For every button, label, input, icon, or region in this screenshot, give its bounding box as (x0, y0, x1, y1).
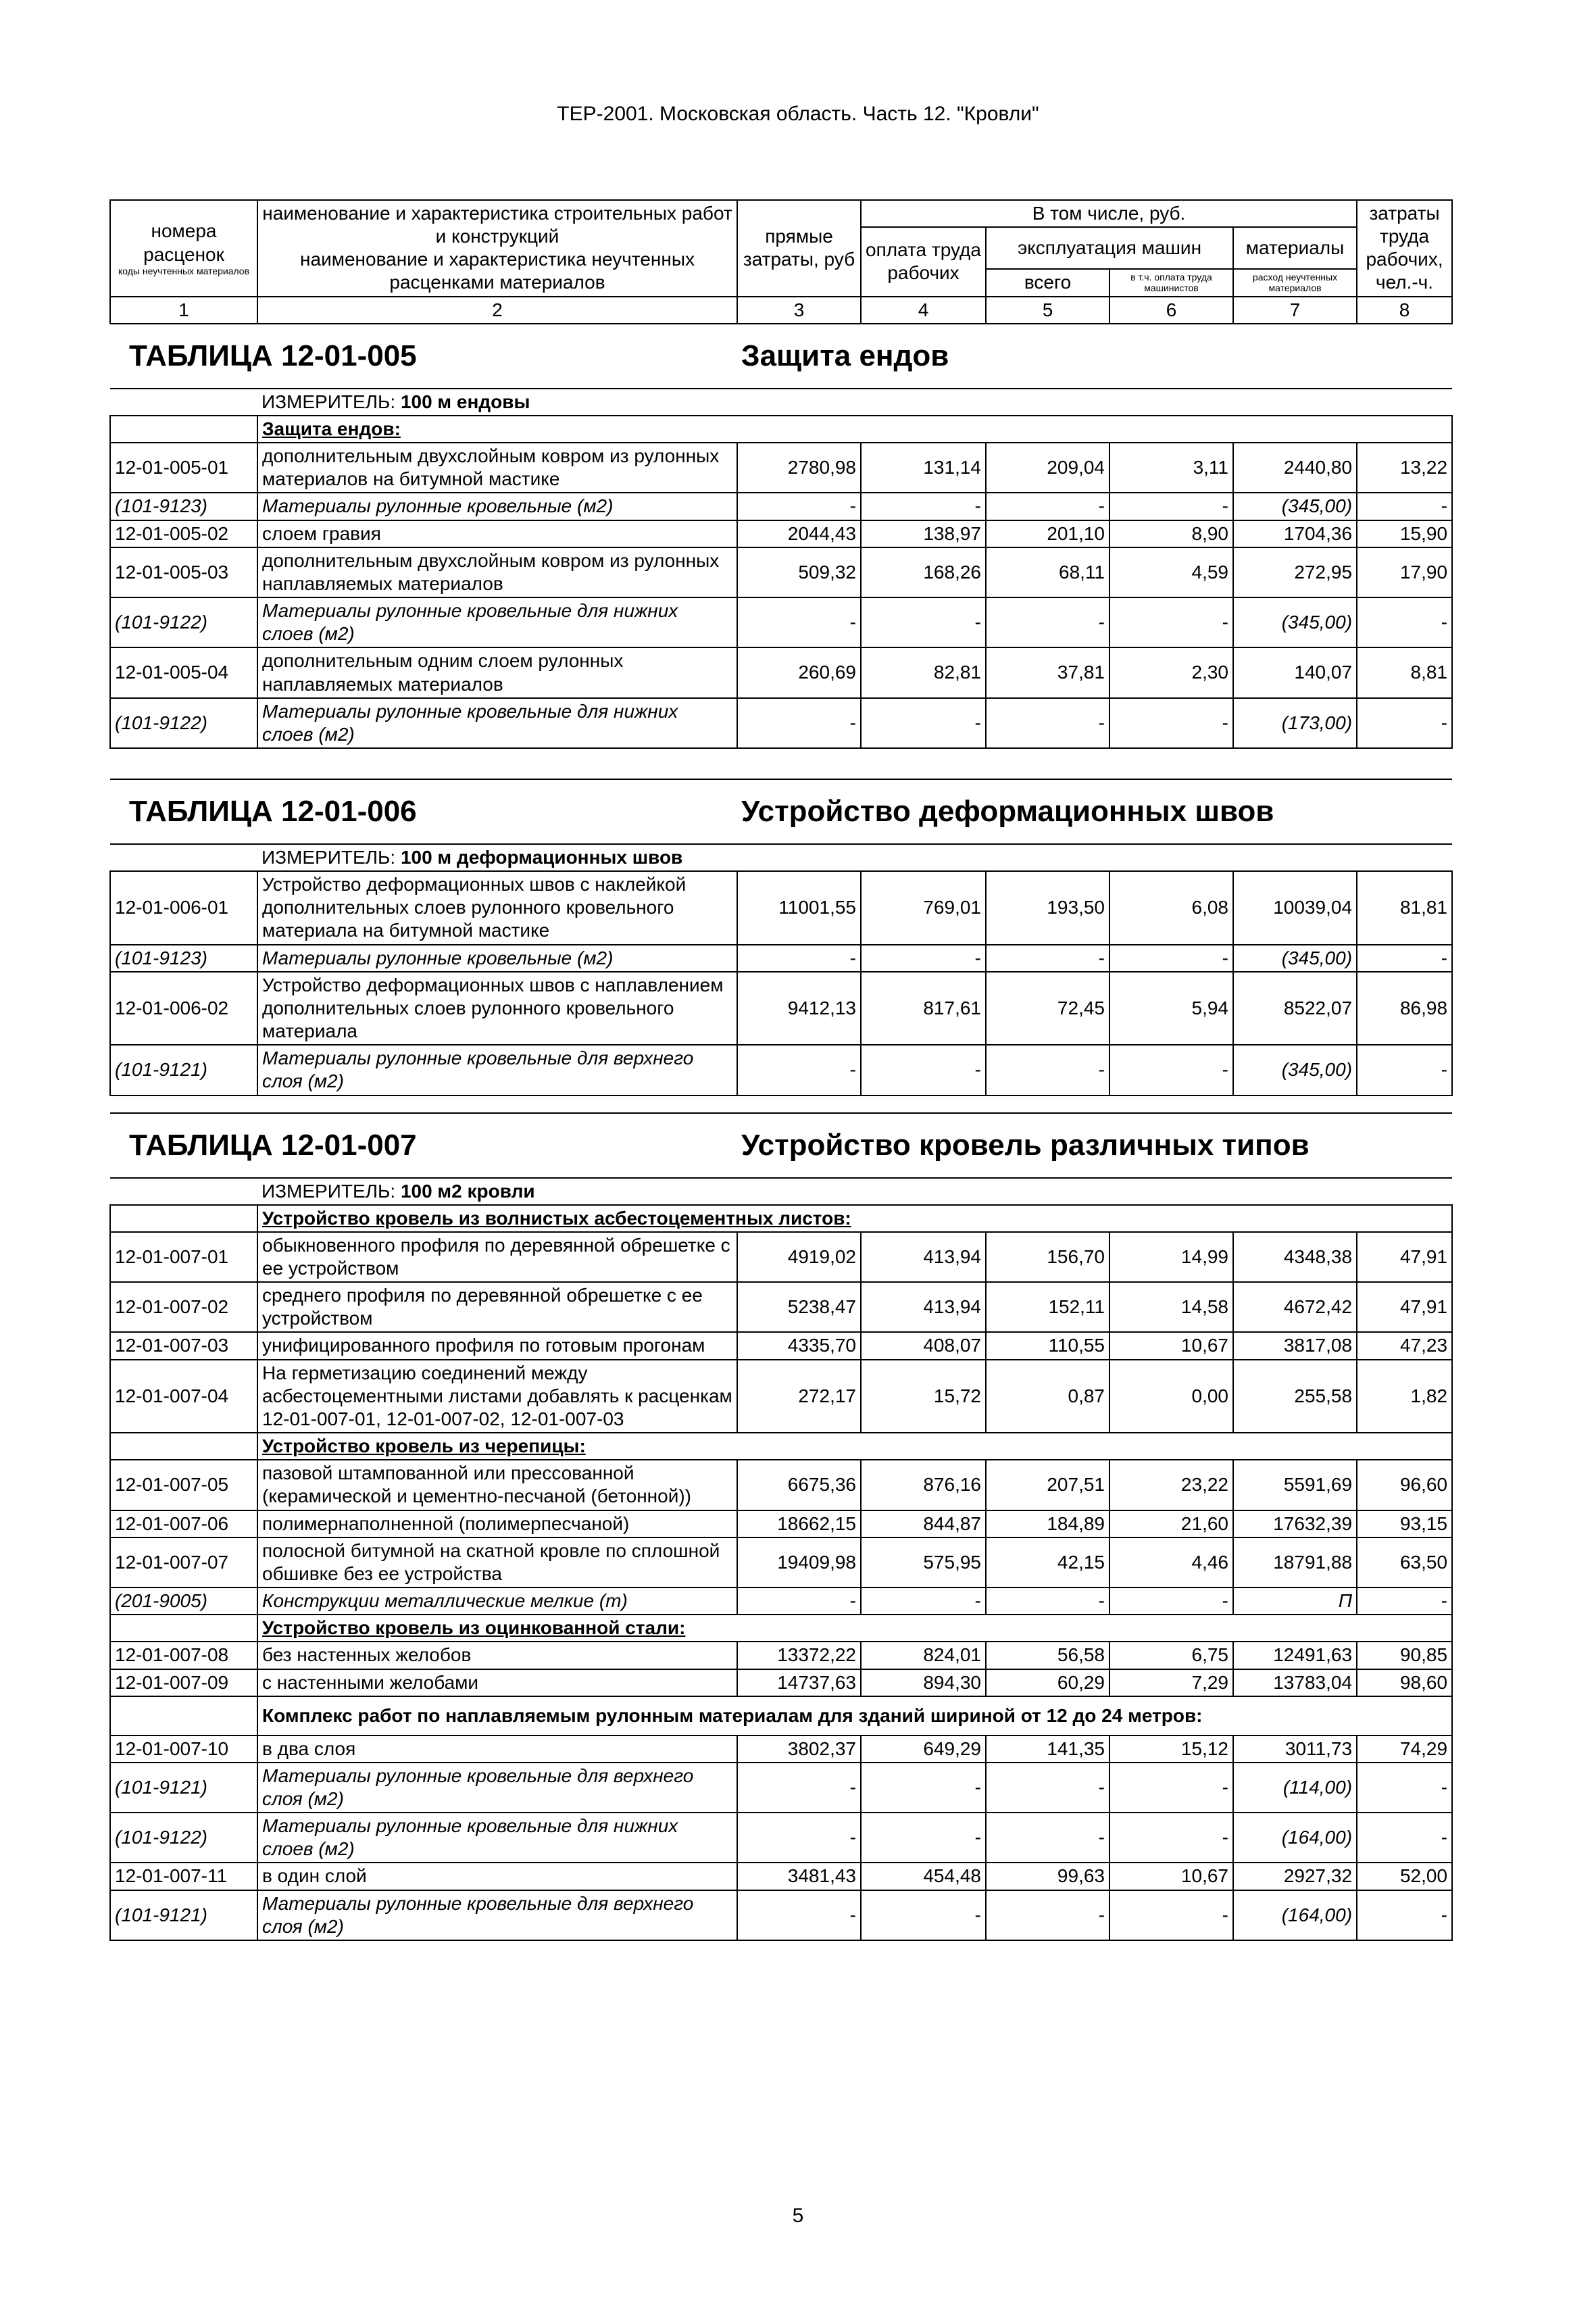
table-row (110, 1332, 1452, 1359)
row-value-c4: - (861, 493, 986, 520)
table-row (110, 493, 1452, 520)
table-row (110, 1813, 1452, 1863)
row-value-c4: 168,26 (861, 547, 986, 597)
row-code: (101-9121) (110, 1890, 257, 1940)
row-value-c8: 47,23 (1357, 1332, 1452, 1359)
row-code: 12-01-007-09 (110, 1669, 257, 1696)
row-value-c4: - (861, 1587, 986, 1615)
row-value-c3: 13372,22 (737, 1642, 861, 1669)
row-value-c3: 3481,43 (737, 1863, 861, 1890)
table-row (110, 520, 1452, 547)
row-code: 12-01-005-01 (110, 443, 257, 493)
row-value-c3: 272,17 (737, 1360, 861, 1433)
row-value-c7: 18791,88 (1233, 1537, 1357, 1587)
row-value-c7: (164,00) (1233, 1813, 1357, 1863)
col-number: 5 (986, 297, 1109, 324)
table-row (110, 1890, 1452, 1940)
row-value-c4: 138,97 (861, 520, 986, 547)
row-value-c3: 509,32 (737, 547, 861, 597)
row-value-c5: 110,55 (986, 1332, 1109, 1359)
row-value-c7: 3817,08 (1233, 1332, 1357, 1359)
row-value-c7: 10039,04 (1233, 871, 1357, 944)
measure: ИЗМЕРИТЕЛЬ: 100 м деформационных швов (257, 844, 1452, 871)
row-value-c4: - (861, 1763, 986, 1813)
table-row (110, 871, 1452, 944)
row-value-c5: 201,10 (986, 520, 1109, 547)
row-name: Материалы рулонные кровельные для верхнего слоя (м2) (257, 1890, 737, 1940)
row-value-c4: - (861, 698, 986, 748)
row-code: 12-01-007-05 (110, 1460, 257, 1510)
row-value-c6: 8,90 (1109, 520, 1233, 547)
row-name: Конструкции металлические мелкие (т) (257, 1587, 737, 1615)
row-value-c5: 68,11 (986, 547, 1109, 597)
group-heading: Защита ендов: (257, 416, 1452, 443)
row-value-c6: - (1109, 698, 1233, 748)
row-value-c6: 5,94 (1109, 972, 1233, 1045)
row-code: 12-01-007-04 (110, 1360, 257, 1433)
row-value-c5: 193,50 (986, 871, 1109, 944)
row-code: (101-9123) (110, 945, 257, 972)
header-labor: затраты труда рабочих, чел.-ч. (1357, 200, 1452, 297)
row-value-c8: - (1357, 698, 1452, 748)
row-code: 12-01-006-01 (110, 871, 257, 944)
group-heading: Устройство кровель из черепицы: (257, 1433, 1452, 1460)
row-code: 12-01-007-03 (110, 1332, 257, 1359)
row-value-c3: 2780,98 (737, 443, 861, 493)
table-row (110, 1045, 1452, 1095)
header-machines: эксплуатация машин (986, 227, 1233, 269)
row-value-c8: 81,81 (1357, 871, 1452, 944)
row-value-c3: 11001,55 (737, 871, 861, 944)
row-value-c7: 1704,36 (1233, 520, 1357, 547)
row-value-c4: 769,01 (861, 871, 986, 944)
row-value-c7: 17632,39 (1233, 1510, 1357, 1537)
row-value-c8: 90,85 (1357, 1642, 1452, 1669)
row-value-c8: 47,91 (1357, 1282, 1452, 1332)
row-value-c8: 1,82 (1357, 1360, 1452, 1433)
table-row (110, 1763, 1452, 1813)
col-number: 6 (1109, 297, 1233, 324)
table-row (110, 1863, 1452, 1890)
row-value-c4: 454,48 (861, 1863, 986, 1890)
row-value-c7: 3011,73 (1233, 1736, 1357, 1763)
complex-heading: Комплекс работ по наплавляемым рулонным материалам для зданий шириной от 12 до 24 метров: (257, 1696, 1452, 1736)
row-value-c7: 2440,80 (1233, 443, 1357, 493)
row-value-c8: - (1357, 1587, 1452, 1615)
row-code: 12-01-007-08 (110, 1642, 257, 1669)
row-value-c7: 140,07 (1233, 647, 1357, 697)
row-code: 12-01-005-02 (110, 520, 257, 547)
row-value-c6: 10,67 (1109, 1332, 1233, 1359)
row-value-c5: - (986, 698, 1109, 748)
row-value-c3: 3802,37 (737, 1736, 861, 1763)
row-name: Материалы рулонные кровельные для нижних слоев (м2) (257, 597, 737, 647)
row-name: дополнительным двухслойным ковром из рулонных материалов на битумной мастике (257, 443, 737, 493)
row-code: 12-01-007-10 (110, 1736, 257, 1763)
row-value-c6: 4,59 (1109, 547, 1233, 597)
col-number: 2 (257, 297, 737, 324)
row-value-c4: 575,95 (861, 1537, 986, 1587)
measure: ИЗМЕРИТЕЛЬ: 100 м ендовы (257, 389, 1452, 416)
table-subject: Защита ендов (737, 324, 1452, 389)
row-value-c6: - (1109, 597, 1233, 647)
row-value-c3: 14737,63 (737, 1669, 861, 1696)
row-name: Материалы рулонные кровельные для нижних слоев (м2) (257, 1813, 737, 1863)
table-row (110, 443, 1452, 493)
row-name: Материалы рулонные кровельные (м2) (257, 493, 737, 520)
header-materials: материалы (1233, 227, 1357, 269)
row-value-c3: 260,69 (737, 647, 861, 697)
table-title: ТАБЛИЦА 12-01-007 (110, 1113, 737, 1178)
row-value-c3: - (737, 698, 861, 748)
row-value-c3: 4335,70 (737, 1332, 861, 1359)
table-row (110, 597, 1452, 647)
row-name: Материалы рулонные кровельные (м2) (257, 945, 737, 972)
table-row (110, 698, 1452, 748)
header-col1: номера расценок коды неучтенных материалов (110, 200, 257, 297)
table-title: ТАБЛИЦА 12-01-005 (110, 324, 737, 389)
col-number: 7 (1233, 297, 1357, 324)
row-value-c8: - (1357, 1813, 1452, 1863)
row-name: без настенных желобов (257, 1642, 737, 1669)
row-value-c6: - (1109, 1813, 1233, 1863)
row-value-c8: - (1357, 1890, 1452, 1940)
row-value-c4: 413,94 (861, 1232, 986, 1282)
row-code: (101-9122) (110, 597, 257, 647)
row-value-c5: 37,81 (986, 647, 1109, 697)
row-value-c3: - (737, 493, 861, 520)
row-value-c5: 0,87 (986, 1360, 1109, 1433)
table-row (110, 1232, 1452, 1282)
row-value-c6: 6,08 (1109, 871, 1233, 944)
header-materials-sub: расход неучтенных материалов (1233, 269, 1357, 296)
row-value-c7: (114,00) (1233, 1763, 1357, 1813)
table-row (110, 1510, 1452, 1537)
row-name: с настенными желобами (257, 1669, 737, 1696)
row-value-c5: - (986, 493, 1109, 520)
row-value-c7: 255,58 (1233, 1360, 1357, 1433)
row-value-c7: (173,00) (1233, 698, 1357, 748)
row-value-c3: 9412,13 (737, 972, 861, 1045)
table-row (110, 1642, 1452, 1669)
row-value-c4: 824,01 (861, 1642, 986, 1669)
group-heading: Устройство кровель из оцинкованной стали: (257, 1615, 1452, 1642)
row-value-c5: - (986, 1045, 1109, 1095)
row-value-c6: 7,29 (1109, 1669, 1233, 1696)
row-value-c3: - (737, 1813, 861, 1863)
row-value-c7: 2927,32 (1233, 1863, 1357, 1890)
row-code: (101-9121) (110, 1763, 257, 1813)
row-value-c4: - (861, 1045, 986, 1095)
row-value-c5: 152,11 (986, 1282, 1109, 1332)
row-name: Устройство деформационных швов с наклейкой дополнительных слоев рулонного кровельного материала на битумной мастике (257, 871, 737, 944)
row-value-c8: 98,60 (1357, 1669, 1452, 1696)
row-value-c4: 894,30 (861, 1669, 986, 1696)
header-col2: наименование и характеристика строительных работ и конструкций наименование и характеристика неучтенных расценками материалов (257, 200, 737, 297)
row-value-c8: 52,00 (1357, 1863, 1452, 1890)
row-value-c8: - (1357, 1045, 1452, 1095)
col-number: 1 (110, 297, 257, 324)
row-value-c6: 14,99 (1109, 1232, 1233, 1282)
row-value-c8: 74,29 (1357, 1736, 1452, 1763)
row-value-c5: 42,15 (986, 1537, 1109, 1587)
row-value-c7: 8522,07 (1233, 972, 1357, 1045)
table-row (110, 647, 1452, 697)
row-value-c6: 10,67 (1109, 1863, 1233, 1890)
row-value-c6: 2,30 (1109, 647, 1233, 697)
row-value-c7: (164,00) (1233, 1890, 1357, 1940)
row-code: (101-9121) (110, 1045, 257, 1095)
row-name: На герметизацию соединений между асбестоцементными листами добавлять к расценкам 12-01-007-01, 12-01-007-02, 12-01-007-03 (257, 1360, 737, 1433)
table-row (110, 1587, 1452, 1615)
row-value-c8: 86,98 (1357, 972, 1452, 1045)
row-value-c4: 408,07 (861, 1332, 986, 1359)
row-value-c8: 93,15 (1357, 1510, 1452, 1537)
row-code: (201-9005) (110, 1587, 257, 1615)
row-value-c7: (345,00) (1233, 945, 1357, 972)
row-code: (101-9122) (110, 698, 257, 748)
row-value-c8: 96,60 (1357, 1460, 1452, 1510)
table-title: ТАБЛИЦА 12-01-006 (110, 779, 737, 844)
row-value-c6: 23,22 (1109, 1460, 1233, 1510)
row-value-c5: 99,63 (986, 1863, 1109, 1890)
row-name: слоем гравия (257, 520, 737, 547)
table-row (110, 1282, 1452, 1332)
col-number: 8 (1357, 297, 1452, 324)
row-name: пазовой штампованной или прессованной (керамической и цементно-песчаной (бетонной)) (257, 1460, 737, 1510)
row-value-c6: 6,75 (1109, 1642, 1233, 1669)
row-value-c5: 207,51 (986, 1460, 1109, 1510)
row-value-c8: - (1357, 597, 1452, 647)
row-value-c5: - (986, 1763, 1109, 1813)
row-value-c6: 4,46 (1109, 1537, 1233, 1587)
row-value-c5: 184,89 (986, 1510, 1109, 1537)
row-value-c4: 844,87 (861, 1510, 986, 1537)
row-name: дополнительным двухслойным ковром из рулонных наплавляемых материалов (257, 547, 737, 597)
row-value-c5: - (986, 1813, 1109, 1863)
row-name: Материалы рулонные кровельные для верхнего слоя (м2) (257, 1763, 737, 1813)
row-code: 12-01-007-06 (110, 1510, 257, 1537)
row-code: 12-01-006-02 (110, 972, 257, 1045)
row-name: Материалы рулонные кровельные для нижних слоев (м2) (257, 698, 737, 748)
page-number: 5 (792, 2205, 804, 2227)
row-value-c6: 21,60 (1109, 1510, 1233, 1537)
row-value-c7: 12491,63 (1233, 1642, 1357, 1669)
row-name: в один слой (257, 1863, 737, 1890)
row-value-c5: 141,35 (986, 1736, 1109, 1763)
row-value-c7: 4672,42 (1233, 1282, 1357, 1332)
row-value-c7: 5591,69 (1233, 1460, 1357, 1510)
table-row (110, 945, 1452, 972)
row-value-c3: 5238,47 (737, 1282, 861, 1332)
row-value-c5: - (986, 945, 1109, 972)
row-value-c4: 413,94 (861, 1282, 986, 1332)
row-value-c8: 15,90 (1357, 520, 1452, 547)
row-value-c4: - (861, 1813, 986, 1863)
row-value-c3: - (737, 945, 861, 972)
row-value-c3: - (737, 1045, 861, 1095)
row-value-c4: 15,72 (861, 1360, 986, 1433)
row-value-c6: - (1109, 1890, 1233, 1940)
row-value-c5: - (986, 1587, 1109, 1615)
row-name: Устройство деформационных швов с наплавлением дополнительных слоев рулонного кровельного материала (257, 972, 737, 1045)
row-value-c5: 156,70 (986, 1232, 1109, 1282)
table-row (110, 1537, 1452, 1587)
row-value-c7: 272,95 (1233, 547, 1357, 597)
row-code: 12-01-007-01 (110, 1232, 257, 1282)
measure: ИЗМЕРИТЕЛЬ: 100 м2 кровли (257, 1178, 1452, 1205)
row-value-c3: 19409,98 (737, 1537, 861, 1587)
row-value-c7: (345,00) (1233, 597, 1357, 647)
row-value-c4: 649,29 (861, 1736, 986, 1763)
row-code: 12-01-007-11 (110, 1863, 257, 1890)
row-code: 12-01-007-07 (110, 1537, 257, 1587)
row-value-c4: 817,61 (861, 972, 986, 1045)
row-value-c7: П (1233, 1587, 1357, 1615)
row-value-c8: - (1357, 493, 1452, 520)
row-value-c3: - (737, 1587, 861, 1615)
row-name: полимернаполненной (полимерпесчаной) (257, 1510, 737, 1537)
row-value-c5: 56,58 (986, 1642, 1109, 1669)
row-value-c5: - (986, 1890, 1109, 1940)
col-number: 3 (737, 297, 861, 324)
header-machines-total: всего (986, 269, 1109, 296)
row-value-c3: - (737, 597, 861, 647)
row-value-c4: 82,81 (861, 647, 986, 697)
table-row (110, 547, 1452, 597)
rates-table (109, 199, 1453, 1941)
row-value-c6: 14,58 (1109, 1282, 1233, 1332)
row-value-c6: - (1109, 1045, 1233, 1095)
row-value-c4: - (861, 1890, 986, 1940)
row-value-c7: (345,00) (1233, 493, 1357, 520)
row-value-c6: 0,00 (1109, 1360, 1233, 1433)
header-pay: оплата труда рабочих (861, 227, 986, 296)
table-row (110, 1360, 1452, 1433)
row-value-c3: 18662,15 (737, 1510, 861, 1537)
table-row (110, 972, 1452, 1045)
row-value-c8: - (1357, 1763, 1452, 1813)
row-code: 12-01-005-03 (110, 547, 257, 597)
row-value-c8: 47,91 (1357, 1232, 1452, 1282)
group-heading: Устройство кровель из волнистых асбестоцементных листов: (257, 1205, 1452, 1232)
row-value-c8: 17,90 (1357, 547, 1452, 597)
row-name: среднего профиля по деревянной обрешетке с ее устройством (257, 1282, 737, 1332)
row-value-c6: - (1109, 493, 1233, 520)
row-value-c7: 4348,38 (1233, 1232, 1357, 1282)
table-row (110, 1460, 1452, 1510)
row-value-c3: - (737, 1890, 861, 1940)
row-code: 12-01-005-04 (110, 647, 257, 697)
row-code: (101-9123) (110, 493, 257, 520)
row-value-c4: - (861, 945, 986, 972)
row-value-c4: 131,14 (861, 443, 986, 493)
row-value-c6: 15,12 (1109, 1736, 1233, 1763)
table-row (110, 1736, 1452, 1763)
row-value-c6: 3,11 (1109, 443, 1233, 493)
header-machines-pay: в т.ч. оплата труда машинистов (1109, 269, 1233, 296)
row-value-c5: 209,04 (986, 443, 1109, 493)
row-value-c5: 60,29 (986, 1669, 1109, 1696)
row-code: (101-9122) (110, 1813, 257, 1863)
row-code: 12-01-007-02 (110, 1282, 257, 1332)
row-name: дополнительным одним слоем рулонных наплавляемых материалов (257, 647, 737, 697)
row-name: Материалы рулонные кровельные для верхнего слоя (м2) (257, 1045, 737, 1095)
row-value-c3: 4919,02 (737, 1232, 861, 1282)
table-subject: Устройство кровель различных типов (737, 1113, 1452, 1178)
header-col3: прямые затраты, руб (737, 200, 861, 297)
row-name: в два слоя (257, 1736, 737, 1763)
row-value-c8: - (1357, 945, 1452, 972)
col-number: 4 (861, 297, 986, 324)
table-subject: Устройство деформационных швов (737, 779, 1452, 844)
row-value-c3: 6675,36 (737, 1460, 861, 1510)
row-value-c8: 13,22 (1357, 443, 1452, 493)
row-value-c5: - (986, 597, 1109, 647)
row-value-c7: (345,00) (1233, 1045, 1357, 1095)
row-value-c4: - (861, 597, 986, 647)
document-title: ТЕР-2001. Московская область. Часть 12. "Кровли" (557, 103, 1039, 125)
row-value-c3: - (737, 1763, 861, 1813)
row-value-c6: - (1109, 945, 1233, 972)
row-value-c5: 72,45 (986, 972, 1109, 1045)
row-name: полосной битумной на скатной кровле по сплошной обшивке без ее устройства (257, 1537, 737, 1587)
row-value-c7: 13783,04 (1233, 1669, 1357, 1696)
row-name: обыкновенного профиля по деревянной обрешетке с ее устройством (257, 1232, 737, 1282)
header-in-total: В том числе, руб. (861, 200, 1357, 227)
row-value-c6: - (1109, 1587, 1233, 1615)
row-value-c8: 8,81 (1357, 647, 1452, 697)
row-value-c4: 876,16 (861, 1460, 986, 1510)
row-name: унифицированного профиля по готовым прогонам (257, 1332, 737, 1359)
row-value-c8: 63,50 (1357, 1537, 1452, 1587)
table-row (110, 1669, 1452, 1696)
row-value-c6: - (1109, 1763, 1233, 1813)
row-value-c3: 2044,43 (737, 520, 861, 547)
